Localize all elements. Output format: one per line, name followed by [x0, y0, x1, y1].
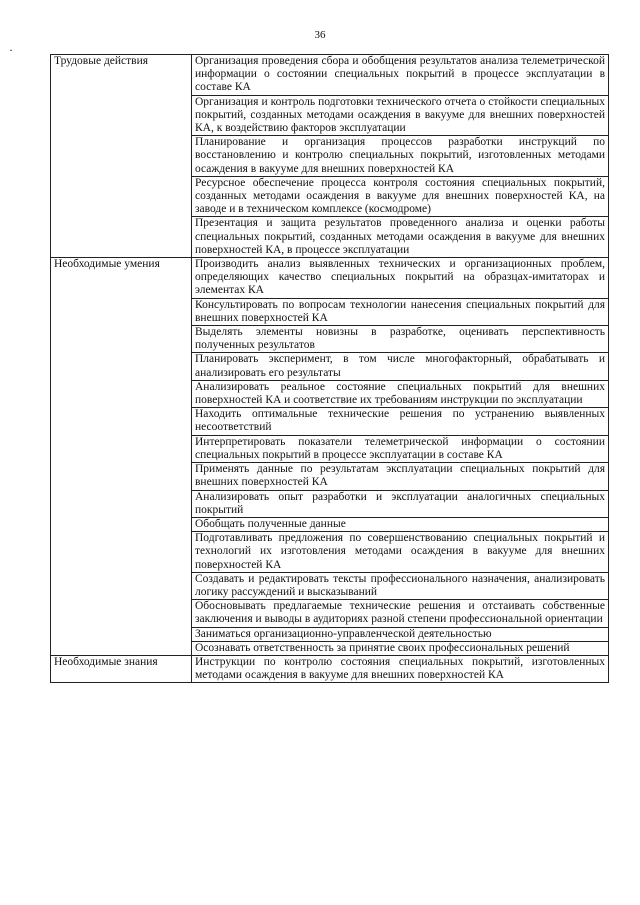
section-item: Организация и контроль подготовки технического отчета о стойкости специальных покрытий, созданных методами осаждения в вакууме для внешних поверхностей КА, к воздействию факторов эксплуатации — [192, 95, 609, 136]
section-item: Обобщать полученные данные — [192, 517, 609, 531]
section-item: Организация проведения сбора и обобщения результатов анализа телеметрической информации о состоянии специальных покрытий в процессе эксплуатации в составе КА — [192, 55, 609, 96]
section-item: Осознавать ответственность за принятие своих профессиональных решений — [192, 641, 609, 655]
section-item: Ресурсное обеспечение процесса контроля состояния специальных покрытий, созданных методами осаждения в вакууме для внешних поверхностей КА, на заводе и в техническом комплексе (космодроме) — [192, 176, 609, 217]
section-label: Необходимые умения — [51, 258, 192, 656]
page-number: 36 — [314, 29, 326, 41]
table-row — [51, 655, 609, 682]
section-item: Интерпретировать показатели телеметрической информации о состоянии специальных покрытий в процессе эксплуатации в составе КА — [192, 435, 609, 462]
section-item: Производить анализ выявленных технических и организационных проблем, определяющих качество специальных покрытий на образцах-имитаторах и элементах КА — [192, 258, 609, 299]
section-item: Выделять элементы новизны в разработке, оценивать перспективность полученных результатов — [192, 326, 609, 353]
section-item: Презентация и защита результатов проведенного анализа и оценки работы специальных покрытий, созданных методами осаждения в вакууме для внешних поверхностей КА, в процессе эксплуатации — [192, 217, 609, 258]
section-label: Необходимые знания — [51, 655, 192, 682]
section-item: Консультировать по вопросам технологии нанесения специальных покрытий для внешних поверхностей КА — [192, 298, 609, 325]
section-item: Применять данные по результатам эксплуатации специальных покрытий для внешних поверхностей КА — [192, 463, 609, 490]
section-item: Обосновывать предлагаемые технические решения и отстаивать собственные заключения и выводы в аудиториях разной степени профессиональной ориентации — [192, 600, 609, 627]
table-row — [51, 258, 609, 299]
section-item: Создавать и редактировать тексты профессионального назначения, анализировать логику рассуждений и высказываний — [192, 572, 609, 599]
section-item: Планировать эксперимент, в том числе многофакторный, обрабатывать и анализировать его результаты — [192, 353, 609, 380]
section-item: Находить оптимальные технические решения по устранению выявленных несоответствий — [192, 408, 609, 435]
margin-dot: · — [9, 43, 13, 57]
section-item: Заниматься организационно-управленческой деятельностью — [192, 627, 609, 641]
section-item: Подготавливать предложения по совершенствованию специальных покрытий и технологий их изготовления методами осаждения в вакууме для внешних поверхностей КА — [192, 532, 609, 573]
section-item: Анализировать опыт разработки и эксплуатации аналогичных специальных покрытий — [192, 490, 609, 517]
section-item: Инструкции по контролю состояния специальных покрытий, изготовленных методами осаждения в вакууме для внешних поверхностей КА — [192, 655, 609, 682]
competency-table — [50, 54, 609, 683]
section-item: Планирование и организация процессов разработки инструкций по восстановлению и контролю специальных покрытий, изготовленных методами осаждения в вакууме для внешних поверхностей КА — [192, 136, 609, 177]
section-label: Трудовые действия — [51, 55, 192, 258]
table-row — [51, 55, 609, 96]
section-item: Анализировать реальное состояние специальных покрытий для внешних поверхностей КА и соответствие их требованиям инструкции по эксплуатации — [192, 380, 609, 407]
